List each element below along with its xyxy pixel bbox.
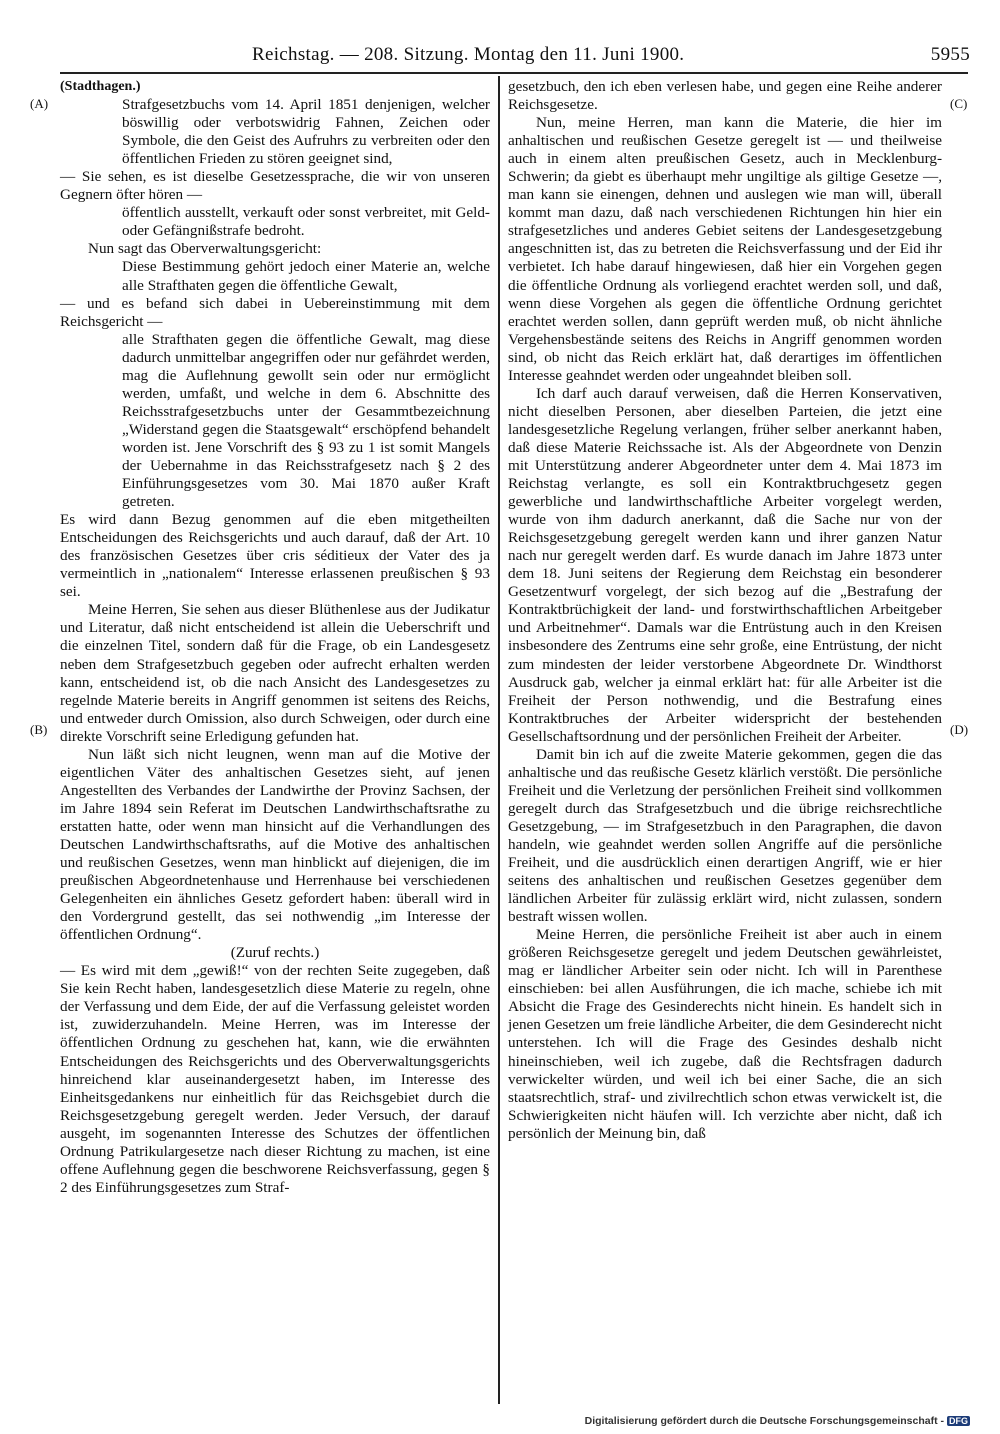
paragraph: Diese Bestimmung gehört jedoch einer Materie an, welche alle Strafthaten gegen die öffentliche Gewalt, xyxy=(122,258,490,294)
paragraph: Nun, meine Herren, man kann die Materie, die hier im anhaltischen und reußischen Gesetze geregelt ist — und theilweise auch in einem alten preußischen Gesetz, auch in Mecklenburg-Schwerin; da giebt es überhaupt mehr ungiltige als giltige Gesetze —, man kann sie einengen, dehnen und auslegen wie man will, überall kommt man dazu, daß nach verschiedenen Richtungen hin hier ein strafgesetzliches und anderes Gebiet seitens der Landesgesetzgebung angeschnitten ist, das zu betreten die Reichsverfassung und der Eid ihr verbietet. Ich habe darauf hingewiesen, daß hier ein Vorgehen gegen die öffentliche Ordnung als vorliegend erachtet werden soll, und daß, wenn diese Vorgehen als gegen die öffentliche Ordnung gerichtet erachtet werden sollen, dann geprüft werden muß, ob nicht ähnliche Vergehensbestände seitens des Reichs in Angriff genommen worden sind, ob nicht das Reich erklärt hat, daß derartiges im öffentlichen Interesse geahndet werden oder ungeahndet bleiben soll. xyxy=(508,114,942,384)
paragraph: Ich darf auch darauf verweisen, daß die Herren Konservativen, nicht dieselben Personen, aber dieselben Parteien, die jetzt eine landesgesetzliche Regelung verlangen, früher selber anerkannt haben, daß diese Materie Reichssache ist. Als der Abgeordnete von Denzin mit Unterstützung anderer Abgeordneter unter dem 4. Mai 1873 im Reichstag verlangte, es soll ein Kontraktbruchgesetz gegen gewerbliche und landwirthschaftliche Arbeiter vorgelegt werden, wurde von ihm dadurch anerkannt, daß die Sache nur von der Reichsgesetzgebung geregelt werden kann und ihrer ganzen Natur nach nur geregelt werden darf. Es wurde danach im Jahre 1873 unter dem 18. Juni seitens der Regierung dem Reichstag ein besonderer Gesetzentwurf vorgelegt, der sich bezog auf die „Bestrafung der Kontraktbrüchigkeit der land- und forstwirthschaftlichen Arbeitgeber und Arbeitnehmer“. Damals war die Entrüstung auch in den Kreisen insbesondere des Zentrums eine sehr große, eine Entrüstung, der nicht zum mindesten der leider verstorbene Abgeordnete Dr. Windthorst Ausdruck gab, welcher ja einmal erklärt hat: für alle Arbeiter ist die Freiheit der Person nothwendig, und die Bestrafung eines Kontraktbruches der Arbeiter widerspricht der bestehenden Gesellschaftsordnung und der persönlichen Freiheit der Arbeiter. xyxy=(508,384,942,745)
paragraph: — Es wird mit dem „gewiß!“ von der rechten Seite zugegeben, daß Sie kein Recht haben, landesgesetzlich diese Materie zu regeln, ohne der Verfassung und dem Eide, der auf die Verfassung geleistet worden ist, zuwiderzuhandeln. Meine Herren, was im Interesse der öffentlichen Ordnung zu geschehen hat, kann, wie die erwähnten Entscheidungen des Reichsgerichts und des Oberverwaltungsgerichts hinreichend klar auseinandergesetzt haben, im Interesse des Einheitsgedankens nur einheitlich für das Reichsgebiet durch die Reichsgesetzgebung geregelt werden. Jeder Versuch, der darauf ausgeht, im sogenannten Interesse des Schutzes der öffentlichen Ordnung Patrikulargesetze nach dieser Richtung zu machen, ist eine offene Auflehnung gegen die beschworene Reichsverfassung, gegen § 2 des Einführungsgesetzes zum Straf- xyxy=(60,962,490,1196)
column-divider xyxy=(498,76,500,1404)
interjection: (Zuruf rechts.) xyxy=(230,944,320,962)
paragraph: gesetzbuch, den ich eben verlesen habe, und gegen eine Reihe anderer Reichsgesetze. xyxy=(508,78,942,114)
footer-text: Digitalisierung gefördert durch die Deutsche Forschungsgemeinschaft - xyxy=(584,1415,944,1427)
paragraph: Meine Herren, die persönliche Freiheit ist aber auch in einem größeren Reichsgesetze geregelt und jedem Deutschen gewährleistet, mag er ländlicher Arbeiter sein oder nicht. Ich will in Parenthese einschieben: bei allen Ausführungen, die ich mache, schiebe ich mit Absicht die Frage des Gesinderechts nicht hinein. Es handelt sich in jenen Gesetzen um freie ländliche Arbeiter, die dem Gesinderecht nicht unterstehen. Ich will die Frage des Gesindes deshalb nicht hineinschieben, weil ich zugebe, daß die Rechtsfragen dadurch verwickelter würden, und weil ich bei einer Sache, die an sich staatsrechtlich, straf- und zivilrechtlich schon etwas verwickelt ist, die Schwierigkeiten nicht häufen will. Ich verzichte aber nicht, daß ich persönlich der Meinung bin, daß xyxy=(508,926,942,1142)
paragraph: öffentlich ausstellt, verkauft oder sonst verbreitet, mit Geld- oder Gefängnißstrafe bedroht. xyxy=(122,204,490,240)
margin-letter-d: (D) xyxy=(950,722,969,737)
header-rule xyxy=(60,72,968,74)
right-column xyxy=(508,78,942,1143)
speaker-label: (Stadthagen.) xyxy=(60,79,141,94)
paragraph: Strafgesetzbuchs vom 14. April 1851 denjenigen, welcher böswillig oder verbotswidrig Fahnen, Zeichen oder Symbole, die den Geist des Aufruhrs zu verbreiten oder den öffentlichen Frieden zu stören geeignet sind, xyxy=(122,96,490,168)
left-column xyxy=(60,78,490,1197)
dfg-logo: DFG xyxy=(949,1416,968,1426)
paragraph: — und es befand sich dabei in Uebereinstimmung mit dem Reichsgericht — xyxy=(60,294,490,330)
page-number: 5955 xyxy=(930,44,970,65)
paragraph: Damit bin ich auf die zweite Materie gekommen, gegen die das anhaltische und das reußische Gesetz klärlich verstößt. Die persönliche Freiheit und die Verletzung der persönlichen Freiheit sind vollkommen geregelt durch das Strafgesetzbuch und die übrige reichsrechtliche Gesetzgebung, — im Strafgesetzbuch in den Paragraphen, die davon handeln, wie geahndet werden sollen Angriffe auf die persönliche Freiheit, und die ausdrücklich einen derartigen Angriff, wie er hier seitens des anhaltischen und reußischen Gesetzes gegenüber dem ländlichen Arbeiter für zulässig erklärt wird, nicht zulassen, sondern bestraft wissen wollen. xyxy=(508,745,942,926)
margin-letter-a: (A) xyxy=(30,96,49,111)
paragraph: — Sie sehen, es ist dieselbe Gesetzessprache, die wir von unseren Gegnern öfter hören — xyxy=(60,168,490,204)
margin-letter-b: (B) xyxy=(30,722,48,737)
page-header xyxy=(30,44,970,72)
paragraph: Nun läßt sich nicht leugnen, wenn man auf die Motive der eigentlichen Väter des anhaltischen Gesetzes sieht, auf jenen Angestellten des Verbandes der Landwirthe der Provinz Sachsen, der im Jahre 1894 sein Referat im Deutschen Landwirthschaftsrathe zu erstatten hatte, oder wenn man hinsicht auf die Verhandlungen des Deutschen Landwirthschaftsraths, auf die Motive des anhaltischen und reußischen Gesetzes, wenn man hinblickt auf diejenigen, die im preußischen Abgeordnetenhause und Herrenhause bei verschiedenen Gelegenheiten ein ähnliches Gesetz gefordert haben: überall wird in den Vordergrund gestellt, das sei nothwendig „im Interesse der öffentlichen Ordnung“. xyxy=(60,745,490,944)
paragraph: Meine Herren, Sie sehen aus dieser Blüthenlese aus der Judikatur und Literatur, daß nicht entscheidend ist allein die Ueberschrift und die einzelnen Titel, sondern daß für die Frage, ob ein Landesgesetz neben dem Strafgesetzbuch gegeben oder aufrecht erhalten werden kann, entscheidend ist, ob die nach Ansicht des Landesgesetzes zu regelnde Materie bereits in Angriff genommen ist seitens des Reichs, und entweder durch Omission, also durch Schweigen, oder durch eine direkte Vorschrift seine Erledigung gefunden hat. xyxy=(60,601,490,745)
running-title: Reichstag. — 208. Sitzung. Montag den 11. Juni 1900. xyxy=(252,44,685,65)
paragraph: Es wird dann Bezug genommen auf die eben mitgetheilten Entscheidungen des Reichsgerichts und auch darauf, daß der Art. 10 des französischen Gesetzes über cris séditieux der Vater des ja vermeintlich in „nationalem“ Interesse erlassenen preußischen § 93 sei. xyxy=(60,511,490,601)
margin-letter-c: (C) xyxy=(950,96,968,111)
paragraph: alle Strafthaten gegen die öffentliche Gewalt, mag diese dadurch unmittelbar angegriffen oder nur gefährdet werden, mag die Auflehnung gewollt sein oder nur ermöglicht werden, umfaßt, und welche in dem 6. Abschnitte des Reichsstrafgesetzbuchs unter der Gesammtbezeichnung „Widerstand gegen die Staatsgewalt“ erschöpfend behandelt worden ist. Jene Vorschrift des § 93 zu 1 ist somit Mangels der Uebernahme in das Reichsstrafgesetz nach § 2 des Einführungsgesetzes vom 30. Mai 1870 außer Kraft getreten. xyxy=(122,330,490,511)
footer xyxy=(585,1415,970,1427)
paragraph: Nun sagt das Oberverwaltungsgericht: xyxy=(88,240,322,258)
